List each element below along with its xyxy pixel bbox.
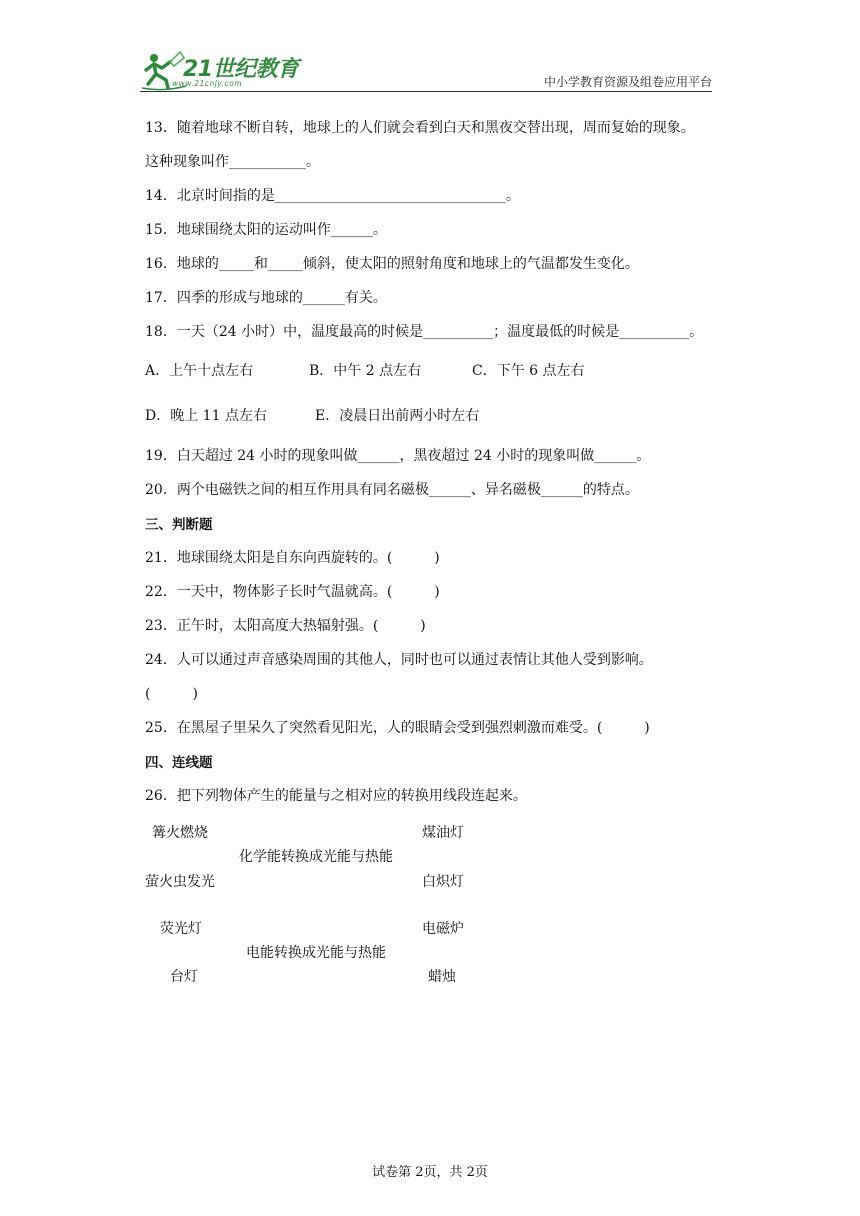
question-16: 16．地球的_____和_____倾斜，使太阳的照射角度和地球上的气温都发生变化。 bbox=[145, 256, 639, 272]
option-a: A．上午十点左右 bbox=[145, 363, 254, 379]
question-18: 18．一天（24 小时）中，温度最高的时候是__________；温度最低的时候是__________。 bbox=[145, 324, 704, 340]
match-left-item: 萤火虫发光 bbox=[145, 874, 215, 890]
question-26: 26．把下列物体产生的能量与之相对应的转换用线段连起来。 bbox=[145, 788, 527, 804]
option-d: D．晚上 11 点左右 bbox=[145, 408, 267, 424]
option-e: E．凌晨日出前两小时左右 bbox=[315, 408, 480, 424]
match-right-item: 煤油灯 bbox=[422, 825, 464, 841]
platform-name: 中小学教育资源及组卷应用平台 bbox=[543, 75, 712, 89]
section-title-judge: 三、判断题 bbox=[145, 517, 213, 533]
match-middle-item: 化学能转换成光能与热能 bbox=[239, 849, 393, 865]
logo-url: www.21cnjy.com bbox=[172, 79, 243, 88]
question-13-line1: 13．随着地球不断自转，地球上的人们就会看到白天和黑夜交替出现，周而复始的现象。 bbox=[145, 120, 695, 136]
match-middle-item: 电能转换成光能与热能 bbox=[246, 945, 386, 961]
match-right-item: 白炽灯 bbox=[422, 874, 464, 890]
question-17: 17．四季的形成与地球的______有关。 bbox=[145, 290, 387, 306]
question-20: 20．两个电磁铁之间的相互作用具有同名磁极______、异名磁极______的特点。 bbox=[145, 482, 639, 498]
option-c: C．下午 6 点左右 bbox=[472, 363, 585, 379]
logo-text: 21世纪教育 bbox=[183, 57, 299, 82]
match-right-item: 电磁炉 bbox=[422, 921, 464, 937]
match-left-item: 篝火燃烧 bbox=[152, 825, 208, 841]
question-15: 15．地球围绕太阳的运动叫作______。 bbox=[145, 222, 387, 238]
question-14: 14．北京时间指的是_________________________________。 bbox=[145, 188, 520, 204]
question-24-line1: 24．人可以通过声音感染周围的其他人，同时也可以通过表情让其他人受到影响。 bbox=[145, 652, 653, 668]
header-divider bbox=[140, 91, 712, 92]
question-25: 25．在黑屋子里呆久了突然看见阳光，人的眼睛会受到强烈刺激而难受。( ) bbox=[145, 720, 650, 736]
option-b: B．中午 2 点左右 bbox=[309, 363, 422, 379]
page-footer: 试卷第 2页，共 2页 bbox=[372, 1165, 488, 1180]
question-21: 21．地球围绕太阳是自东向西旋转的。( ) bbox=[145, 550, 440, 566]
match-left-item: 台灯 bbox=[170, 969, 198, 985]
question-13-line2: 这种现象叫作___________。 bbox=[145, 154, 320, 170]
question-19: 19．白天超过 24 小时的现象叫做______，黑夜超过 24 小时的现象叫做______。 bbox=[145, 448, 651, 464]
question-24-line2: ( ) bbox=[145, 686, 198, 702]
question-22: 22．一天中，物体影子长时气温就高。( ) bbox=[145, 584, 440, 600]
section-title-match: 四、连线题 bbox=[145, 755, 213, 771]
match-left-item: 荧光灯 bbox=[160, 921, 202, 937]
match-right-item: 蜡烛 bbox=[428, 969, 456, 985]
question-23: 23．正午时，太阳高度大热辐射强。( ) bbox=[145, 618, 426, 634]
